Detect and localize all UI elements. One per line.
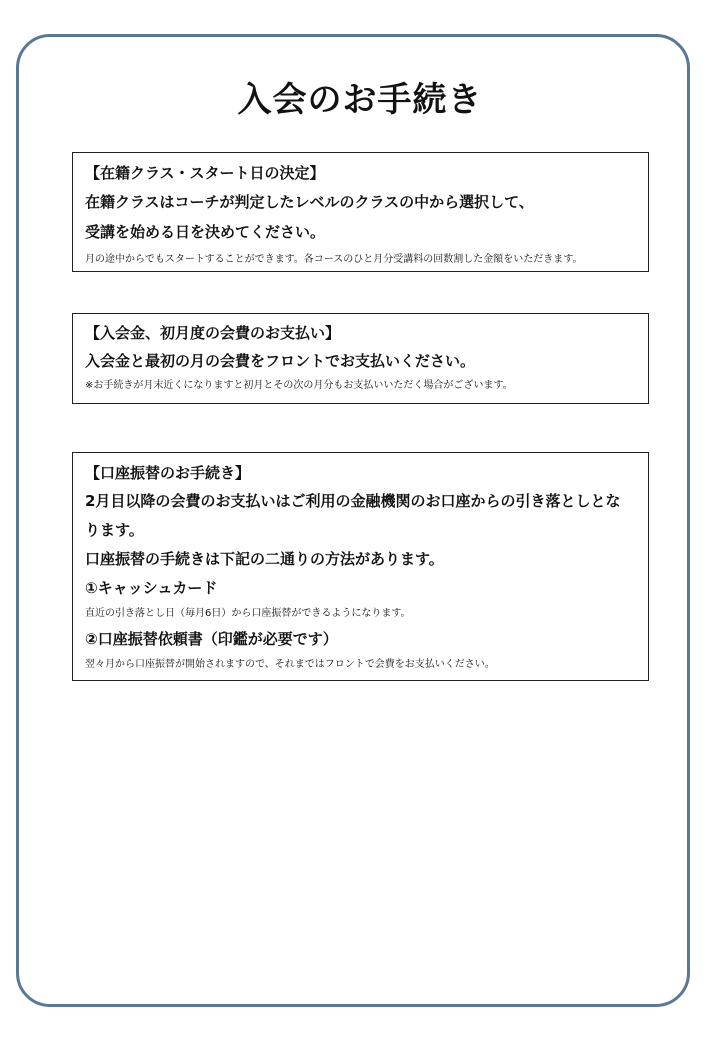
section-heading: 【入会金、初月度の会費のお支払い】 <box>85 324 341 342</box>
section-account-transfer <box>72 452 649 681</box>
section-body-line: 受講を始める日を決めてください。 <box>85 223 326 241</box>
option-transfer-form-label: ②口座振替依頼書（印鑑が必要です） <box>85 630 338 648</box>
section-heading: 【在籍クラス・スタート日の決定】 <box>85 164 325 182</box>
section-entrance-fee <box>72 313 649 404</box>
section-body-line: 在籍クラスはコーチが判定したレベルのクラスの中から選択して、 <box>85 193 534 211</box>
section-heading: 【口座振替のお手続き】 <box>85 464 251 482</box>
section-note: ※お手続きが月末近くになりますと初月とその次の月分もお支払いいただく場合がございます。 <box>85 380 513 391</box>
section-note: 月の途中からでもスタートすることができます。各コースのひと月分受講料の回数割した金額をいただきます。 <box>85 254 583 265</box>
section-class-start-date <box>72 152 649 272</box>
section-body-line: ります。 <box>85 521 144 539</box>
option-cash-card-note: 直近の引き落とし日（毎月6日）から口座振替ができるようになります。 <box>85 608 411 619</box>
section-body-line: 入会金と最初の月の会費をフロントでお支払いください。 <box>85 352 476 370</box>
section-body-line: 口座振替の手続きは下記の二通りの方法があります。 <box>85 550 444 568</box>
section-body-line: 2月目以降の会費のお支払いはご利用の金融機関のお口座からの引き落としとな <box>85 492 621 510</box>
option-cash-card-label: ①キャッシュカード <box>85 579 218 597</box>
option-transfer-form-note: 翌々月から口座振替が開始されますので、それまではフロントで会費をお支払いください。 <box>85 659 495 670</box>
page-title: 入会のお手続き <box>237 80 483 120</box>
